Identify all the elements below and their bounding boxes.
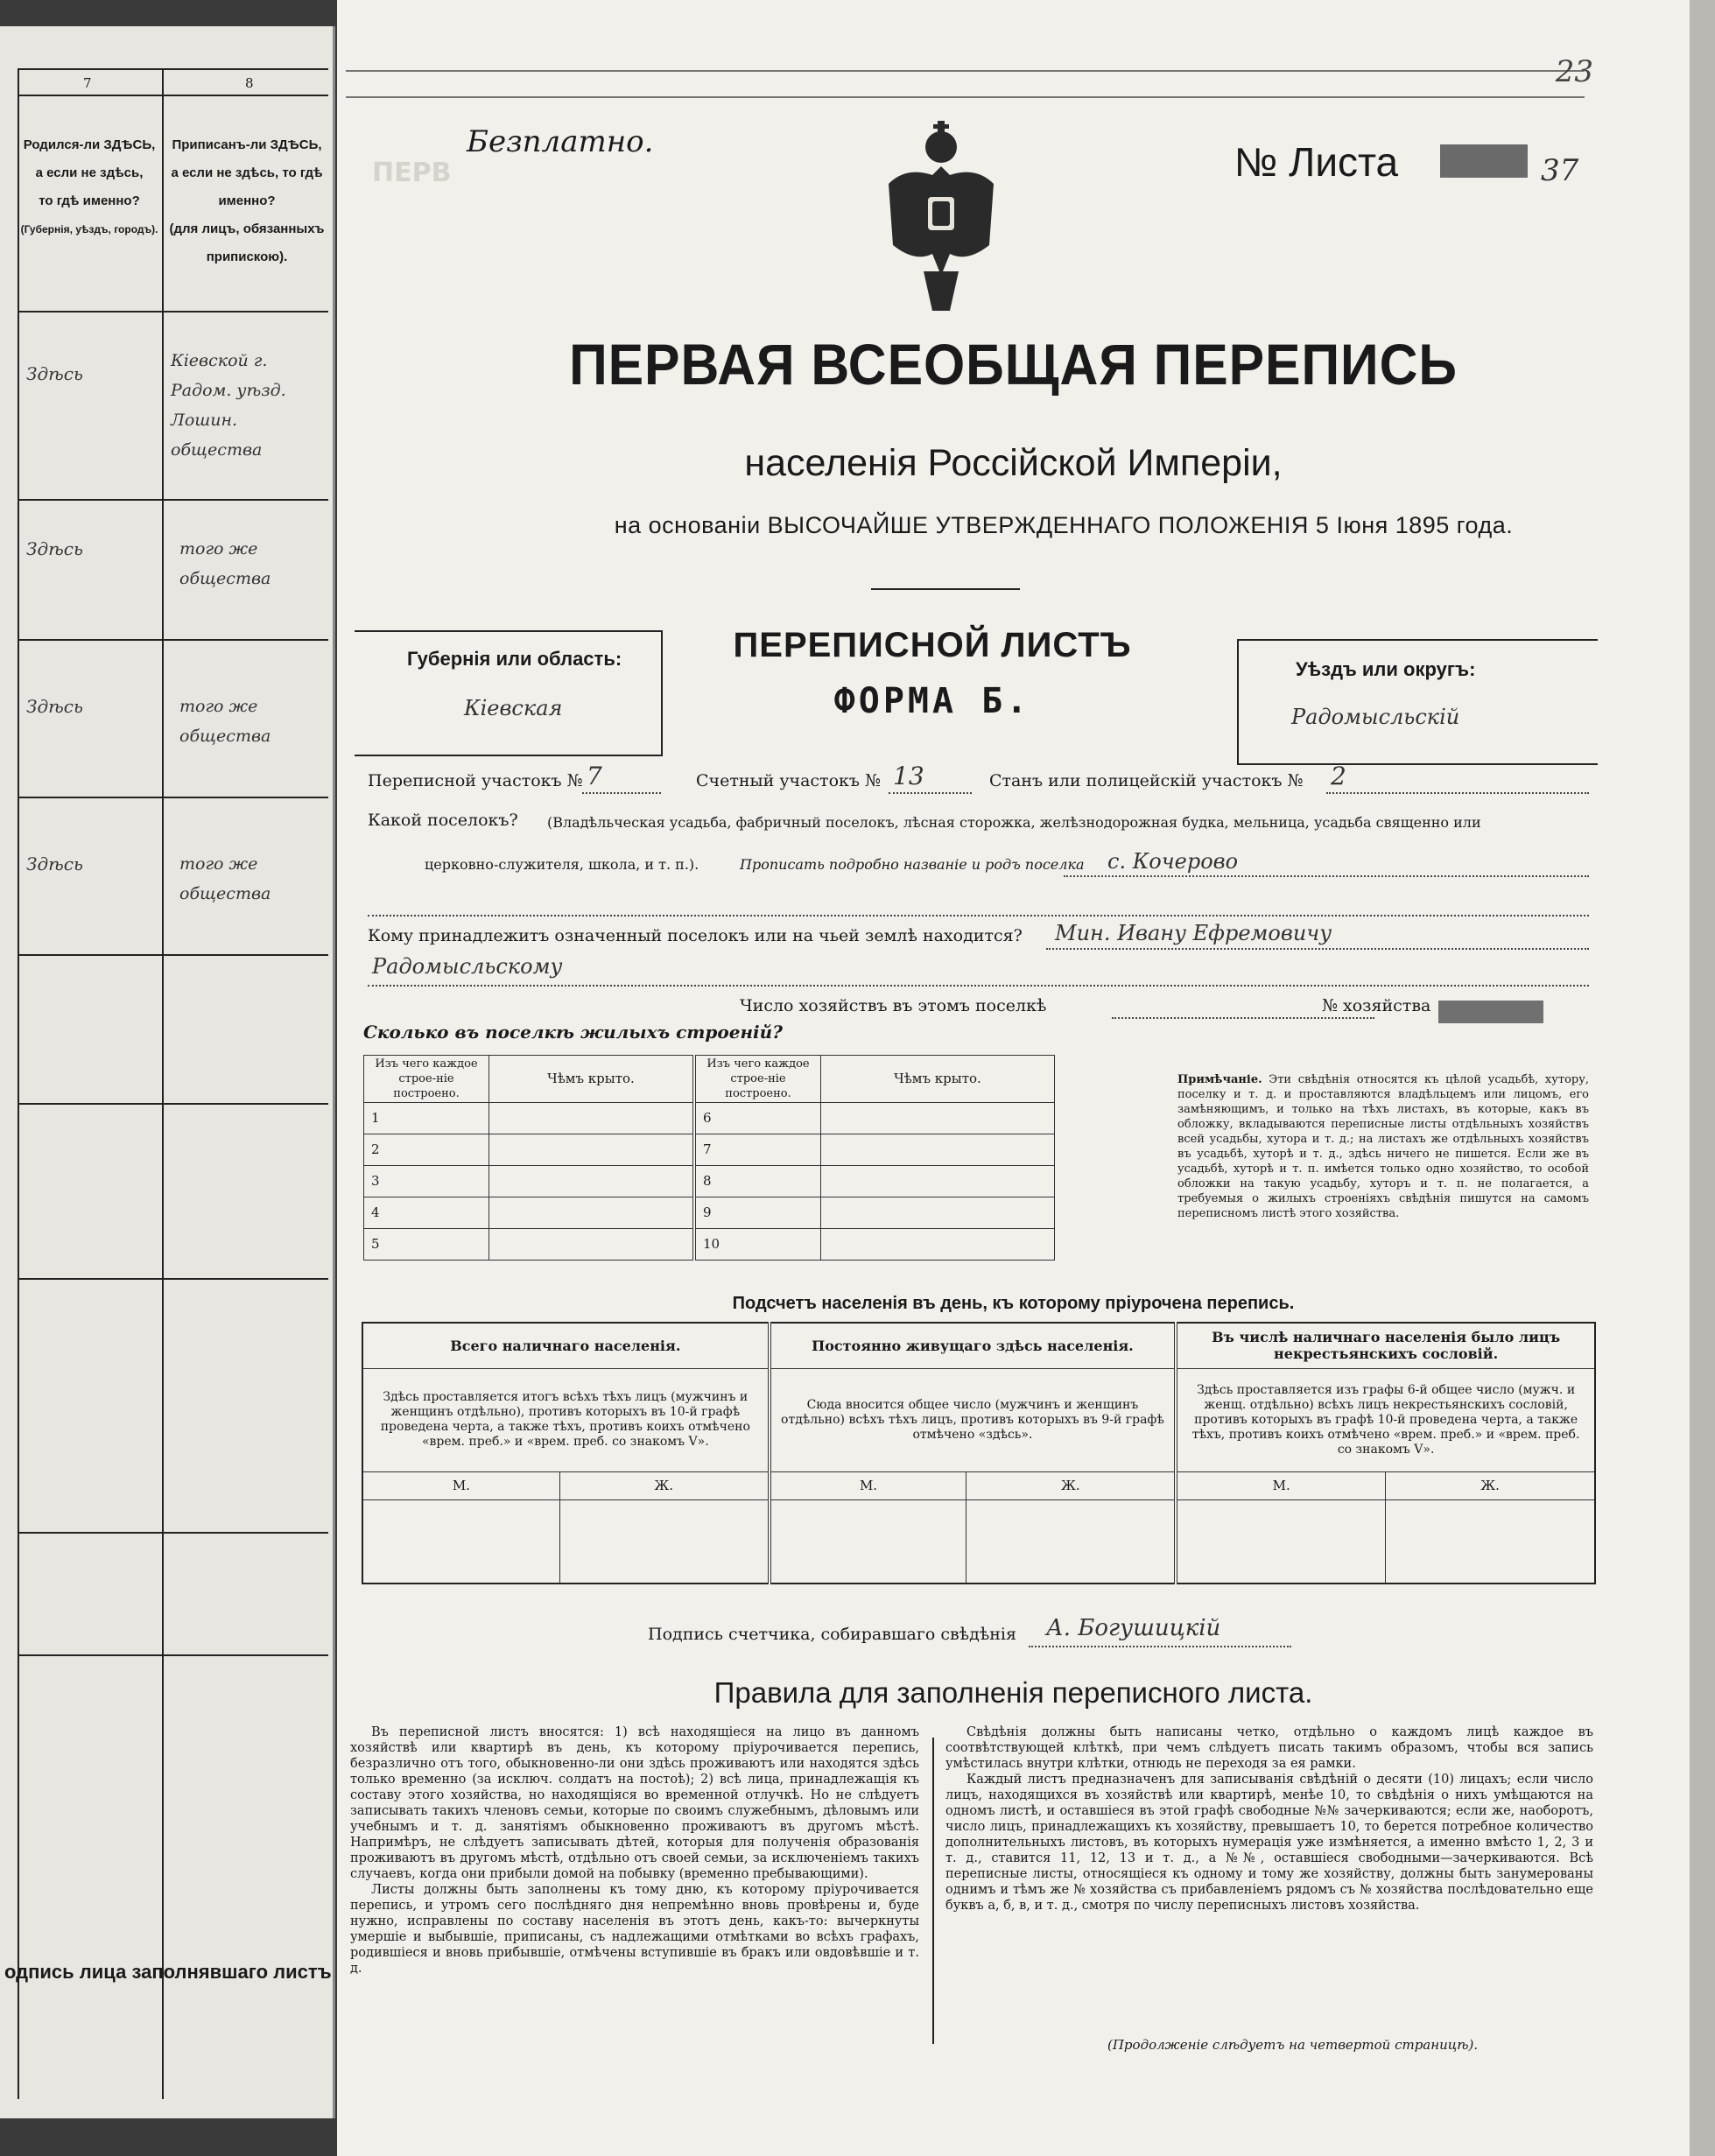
count-female-cell[interactable] <box>559 1499 769 1584</box>
column-divider <box>18 68 19 2099</box>
building-roof-cell[interactable] <box>489 1103 695 1134</box>
row-rule <box>18 1532 328 1534</box>
building-row-number: 2 <box>364 1134 489 1166</box>
stan-field-line <box>1326 792 1589 794</box>
bleed-through-text: ПЕРВ <box>372 158 452 188</box>
settlement-field-line-2 <box>368 915 1589 916</box>
top-rule <box>346 96 1585 98</box>
row-1-birthplace: Здѣсь <box>26 363 83 384</box>
settlement-field-line <box>1064 875 1589 877</box>
left-page <box>0 26 335 2118</box>
row-2-registration-line: общества <box>179 569 271 588</box>
col8-number: 8 <box>245 75 254 91</box>
building-row-number: 3 <box>364 1166 489 1197</box>
rules-column-divider <box>932 1738 934 2044</box>
col7-header <box>19 131 159 243</box>
count-male-cell[interactable] <box>1176 1499 1385 1584</box>
population-count-table <box>362 1322 1596 1584</box>
building-roof-cell[interactable] <box>489 1134 695 1166</box>
signature-value[interactable]: А. Богушицкій <box>1046 1615 1221 1641</box>
count-female-cell[interactable] <box>966 1499 1176 1584</box>
header-rule <box>18 95 328 96</box>
col7-header-line: Родился-ли ЗДѢСЬ, <box>23 137 156 152</box>
row-rule <box>18 1103 328 1105</box>
row-1-registration <box>171 346 286 465</box>
owner-label: Кому принадлежитъ означенный поселокъ или на чьей землѣ находится? <box>368 926 1023 945</box>
count-male-head: М. <box>1176 1471 1385 1499</box>
row-4-registration <box>179 849 271 909</box>
sheet-form: ФОРМА Б. <box>833 681 1031 721</box>
owner-value[interactable]: Мин. Ивану Ефремовичу <box>1055 921 1332 945</box>
building-row-number: 7 <box>694 1134 821 1166</box>
row-2-registration-line: того же <box>179 539 258 558</box>
sheet-number-value: 37 <box>1541 153 1579 188</box>
owner-value-continued[interactable]: Радомысльскому <box>372 954 563 979</box>
column-divider <box>162 68 164 2099</box>
row-1-registration-line: Кіевской г. <box>171 351 268 370</box>
count-col2-text: Сюда вносится общее число (мужчинъ и женщинъ отдѣльно) всѣхъ тѣхъ лицъ, противъ которыхъ въ 9-й графѣ отмѣчено «здѣсь». <box>770 1368 1177 1471</box>
sheet-number-label: № Листа <box>1234 139 1399 185</box>
col8-header-line: именно? <box>218 193 276 208</box>
rules-title: Правила для заполненія переписного листа. <box>713 1676 1313 1709</box>
count-col1-text: Здѣсь проставляется итогъ всѣхъ тѣхъ лицъ (мужчинъ и женщинъ отдѣльно), противъ которыхъ въ 10-й графѣ проведена черта, а также тѣхъ, противъ коихъ отмѣчено «врем. преб.» и «врем. преб. со знакомъ V». <box>362 1368 770 1471</box>
count-female-head: Ж. <box>966 1471 1176 1499</box>
page-edge <box>1690 0 1715 2156</box>
household-no-redaction <box>1438 1001 1543 1023</box>
building-row-number: 5 <box>364 1229 489 1261</box>
row-rule <box>18 311 328 313</box>
settlement-hint-italic: Прописать подробно названіе и родъ поселка <box>740 856 1085 873</box>
col7-number: 7 <box>83 75 92 91</box>
left-footer-signature-label: одпись лица заполнявшаго листъ <box>4 1961 332 1983</box>
count-col3-text: Здѣсь проставляется изъ графы 6-й общее число (мужч. и женщ. отдѣльно) всѣхъ лицъ некрестьянскихъ сословій, противъ которыхъ въ графѣ 10-й проведена черта, а также тѣхъ, противъ коихъ отмѣчено «врем. преб.» и «врем. преб. со знакомъ V». <box>1176 1368 1595 1471</box>
district-value[interactable]: Радомысльскій <box>1291 705 1460 729</box>
col8-header-line: припискою). <box>206 249 288 264</box>
title-divider <box>871 588 1020 590</box>
col8-header-line: а если не здѣсь, то гдѣ <box>171 165 323 180</box>
col7-header-line: то гдѣ именно? <box>39 193 140 208</box>
count-col2-head: Постоянно живущаго здѣсь населенія. <box>770 1323 1177 1368</box>
row-3-registration-line: того же <box>179 697 258 716</box>
building-roof-cell[interactable] <box>821 1197 1055 1229</box>
building-roof-cell[interactable] <box>821 1229 1055 1261</box>
buildings-table <box>363 1055 1055 1261</box>
buildings-col-roof: Чѣмъ крыто. <box>821 1056 1055 1103</box>
rules-right-column <box>945 1724 1593 1914</box>
stan-value[interactable]: 2 <box>1331 762 1346 790</box>
count-female-cell[interactable] <box>1386 1499 1595 1584</box>
buildings-label: Сколько въ поселкѣ жилыхъ строеній? <box>363 1022 783 1043</box>
row-4-registration-line: общества <box>179 884 271 903</box>
count-area-field-line <box>889 792 972 794</box>
row-rule <box>18 954 328 956</box>
row-rule <box>18 639 328 641</box>
building-roof-cell[interactable] <box>821 1103 1055 1134</box>
sheet-title: ПЕРЕПИСНОЙ ЛИСТЪ <box>733 626 1132 664</box>
col8-header <box>164 131 330 271</box>
owner-field-line <box>1046 948 1589 950</box>
row-2-registration <box>179 534 271 593</box>
rules-paragraph: Свѣдѣнія должны быть написаны четко, отдѣльно о каждомъ лицѣ каждое въ соотвѣтствующей клѣткѣ, при чемъ слѣдуетъ писать такимъ образомъ, чтобы вся запись умѣстилась внутри клѣтки, отнюдь не переходя за ея рамки. <box>945 1725 1593 1771</box>
census-area-field-line <box>582 792 661 794</box>
legal-basis: на основаніи ВЫСОЧАЙШЕ УТВЕРЖДЕННАГО ПОЛОЖЕНІЯ 5 Іюня 1895 года. <box>614 512 1514 538</box>
count-female-head: Ж. <box>1386 1471 1595 1499</box>
province-label: Губернія или область: <box>407 648 622 670</box>
count-col3-head: Въ числѣ наличнаго населенія было лицъ некрестьянскихъ сословій. <box>1176 1323 1595 1368</box>
row-1-registration-line: Лошин. <box>171 411 238 430</box>
row-rule <box>18 797 328 798</box>
row-3-registration-line: общества <box>179 727 271 746</box>
top-rule <box>346 70 1585 72</box>
count-area-value[interactable]: 13 <box>893 762 924 790</box>
building-roof-cell[interactable] <box>489 1197 695 1229</box>
district-label: Уѣздъ или округъ: <box>1296 658 1476 680</box>
households-label: Число хозяйствъ въ этомъ поселкѣ <box>740 996 1047 1015</box>
row-1-registration-line: Радом. уѣзд. <box>171 381 286 400</box>
sheet-number-redaction <box>1440 144 1528 178</box>
col8-header-line: (для лицъ, обязанныхъ <box>169 221 325 236</box>
settlement-hint: (Владѣльческая усадьба, фабричный поселокъ, лѣсная сторожка, желѣзнодорожная будка, мельница, усадьба священно или <box>547 814 1481 831</box>
count-title: Подсчетъ населенія въ день, къ которому пріурочена перепись. <box>732 1294 1295 1313</box>
note-title: Примѣчаніе. <box>1177 1073 1262 1086</box>
census-area-value[interactable]: 7 <box>587 762 602 790</box>
row-rule <box>18 1654 328 1656</box>
count-female-head: Ж. <box>559 1471 769 1499</box>
page-title: ПЕРВАЯ ВСЕОБЩАЯ ПЕРЕПИСЬ <box>569 332 1458 397</box>
page-subtitle: населенія Россійской Имперіи, <box>744 442 1283 484</box>
settlement-value[interactable]: с. Кочерово <box>1107 849 1239 874</box>
row-4-birthplace: Здѣсь <box>26 853 83 874</box>
settlement-label: Какой поселокъ? <box>368 811 518 830</box>
census-area-label: Переписной участокъ № <box>368 771 583 790</box>
building-row-number: 10 <box>694 1229 821 1261</box>
settlement-hint: церковно-служителя, школа, и т. п.). <box>425 856 699 873</box>
building-row-number: 4 <box>364 1197 489 1229</box>
rules-paragraph: Каждый листъ предназначенъ для записыванія свѣдѣній о десяти (10) лицахъ; если число лицъ, находящихся въ хозяйствѣ или квартирѣ, менѣе 10, то свѣдѣнія о нихъ умѣщаются на одномъ листѣ, и оставшіеся въ этой графѣ свободные №№ зачеркиваются; если же, наоборотъ, число лицъ, принадлежащихъ къ хозяйству, превышаетъ 10, то берется потребное количество дополнительныхъ листовъ, въ которыхъ нумерація уже измѣняется, а именно вмѣсто 1, 2, 3 и т. д., ставится 11, 12, 13 и т. д., а №№, оставшіеся свободными—зачеркиваются. Всѣ переписные листы, относящіеся къ одному и тому же хозяйству, должны быть занумерованы однимъ и тѣмъ же № хозяйства съ прибавленіемъ рядомъ съ № хозяйства послѣдовательно еще буквъ а, б, в, и т. д., смотря по числу переписныхъ листовъ хозяйства. <box>945 1773 1593 1913</box>
free-label: Безплатно. <box>467 124 654 159</box>
count-male-head: М. <box>362 1471 559 1499</box>
header-rule <box>18 68 328 70</box>
row-rule <box>18 499 328 501</box>
household-no-label: № хозяйства <box>1322 996 1431 1015</box>
building-roof-cell[interactable] <box>489 1229 695 1261</box>
building-roof-cell[interactable] <box>821 1166 1055 1197</box>
col8-header-line: Приписанъ-ли ЗДѢСЬ, <box>172 137 322 152</box>
building-row-number: 1 <box>364 1103 489 1134</box>
note-text: Эти свѣдѣнія относятся къ цѣлой усадьбѣ, хутору, поселку и т. д. и проставляются владѣльцемъ или лицомъ, его замѣняющимъ, и только на тѣхъ листахъ, въ которые, какъ въ обложку, вкладываются переписные листы отдѣльныхъ хозяйствъ всей усадьбы, хутора и т. д.; на листахъ же отдѣльныхъ хозяйствъ въ усадьбѣ, хуторѣ и т. д., здѣсь ничего не пишется. Если же въ усадьбѣ, хуторѣ и т. п. имѣется только одно хозяйство, то особой обложки на такую усадьбу, хуторъ и т. п. не полагается, а требуемыя о жилыхъ строеніяхъ свѣдѣнія пишутся на самомъ переписномъ листѣ этого хозяйства. <box>1177 1073 1589 1220</box>
row-1-registration-line: общества <box>171 440 263 460</box>
rules-left-column <box>350 1724 919 1977</box>
count-male-cell[interactable] <box>770 1499 966 1584</box>
count-male-head: М. <box>770 1471 966 1499</box>
row-2-birthplace: Здѣсь <box>26 538 83 559</box>
row-rule <box>18 1278 328 1280</box>
signature-label: Подпись счетчика, собиравшаго свѣдѣнія <box>648 1625 1016 1644</box>
building-row-number: 8 <box>694 1166 821 1197</box>
rules-paragraph: Въ переписной листъ вносятся: 1) всѣ находящіеся на лицо въ данномъ хозяйствѣ или квартирѣ въ день, къ которому пріурочивается перепись, безразлично отъ того, обыкновенно-ли они здѣсь проживаютъ или находятся здѣсь только временно (за исключ. солдатъ на постоѣ); 2) всѣ лица, принадлежащія къ составу этого хозяйства, но находящіяся во временной отлучкѣ. Но не слѣдуетъ записывать такихъ членовъ семьи, которые по своимъ служебнымъ, дѣловымъ или учебнымъ и т. д. занятіямъ обыкновенно проживаютъ въ другомъ мѣстѣ. Напримѣръ, не слѣдуетъ записывать дѣтей, которыя для полученія образованія проживаютъ въ другомъ мѣстѣ, отдѣльно отъ своей семьи, за исключеніемъ такихъ случаевъ, когда они прибыли домой на побывку (временно пребывающими). <box>350 1725 919 1881</box>
buildings-col-material: Изъ чего каждое строе-ніе построено. <box>364 1056 489 1103</box>
owner-field-line-2 <box>368 985 1589 987</box>
rules-paragraph: Листы должны быть заполнены къ тому дню, къ которому пріурочивается перепись, и утромъ сего послѣдняго дня непремѣнно вновь провѣрены и, буде нужно, исправлены по составу населенія въ этотъ день, какъ-то: вычеркнуты умершіе и выбывшіе, приписаны, съ надлежащими отмѣтками во всѣхъ графахъ, родившіеся и вновь прибывшіе, отмѣчены вступившіе въ бракъ или овдовѣвшіе и т. д. <box>350 1883 919 1976</box>
stan-label: Станъ или полицейскій участокъ № <box>989 771 1304 790</box>
count-area-label: Счетный участокъ № <box>696 771 881 790</box>
col7-header-line: а если не здѣсь, <box>35 165 144 180</box>
census-sheet-page <box>337 0 1690 2156</box>
count-col1-head: Всего наличнаго населенія. <box>362 1323 770 1368</box>
count-male-cell[interactable] <box>362 1499 559 1584</box>
building-roof-cell[interactable] <box>821 1134 1055 1166</box>
col7-header-line: (Губернія, уѣздъ, городъ). <box>20 223 158 235</box>
households-field-line <box>1112 1017 1374 1019</box>
row-4-registration-line: того же <box>179 854 258 874</box>
buildings-col-material: Изъ чего каждое строе-ніе построено. <box>694 1056 821 1103</box>
buildings-col-roof: Чѣмъ крыто. <box>489 1056 695 1103</box>
row-3-registration <box>179 692 271 751</box>
building-row-number: 6 <box>694 1103 821 1134</box>
row-3-birthplace: Здѣсь <box>26 696 83 717</box>
imperial-eagle-emblem <box>880 114 1002 320</box>
building-roof-cell[interactable] <box>489 1166 695 1197</box>
building-row-number: 9 <box>694 1197 821 1229</box>
rules-continued: (Продолженіе слѣдуетъ на четвертой страницѣ). <box>1107 2037 1479 2053</box>
corner-number: 23 <box>1555 54 1593 89</box>
province-value[interactable]: Кіевская <box>464 696 563 720</box>
signature-field-line <box>1029 1646 1291 1647</box>
buildings-note <box>1177 1072 1589 1221</box>
